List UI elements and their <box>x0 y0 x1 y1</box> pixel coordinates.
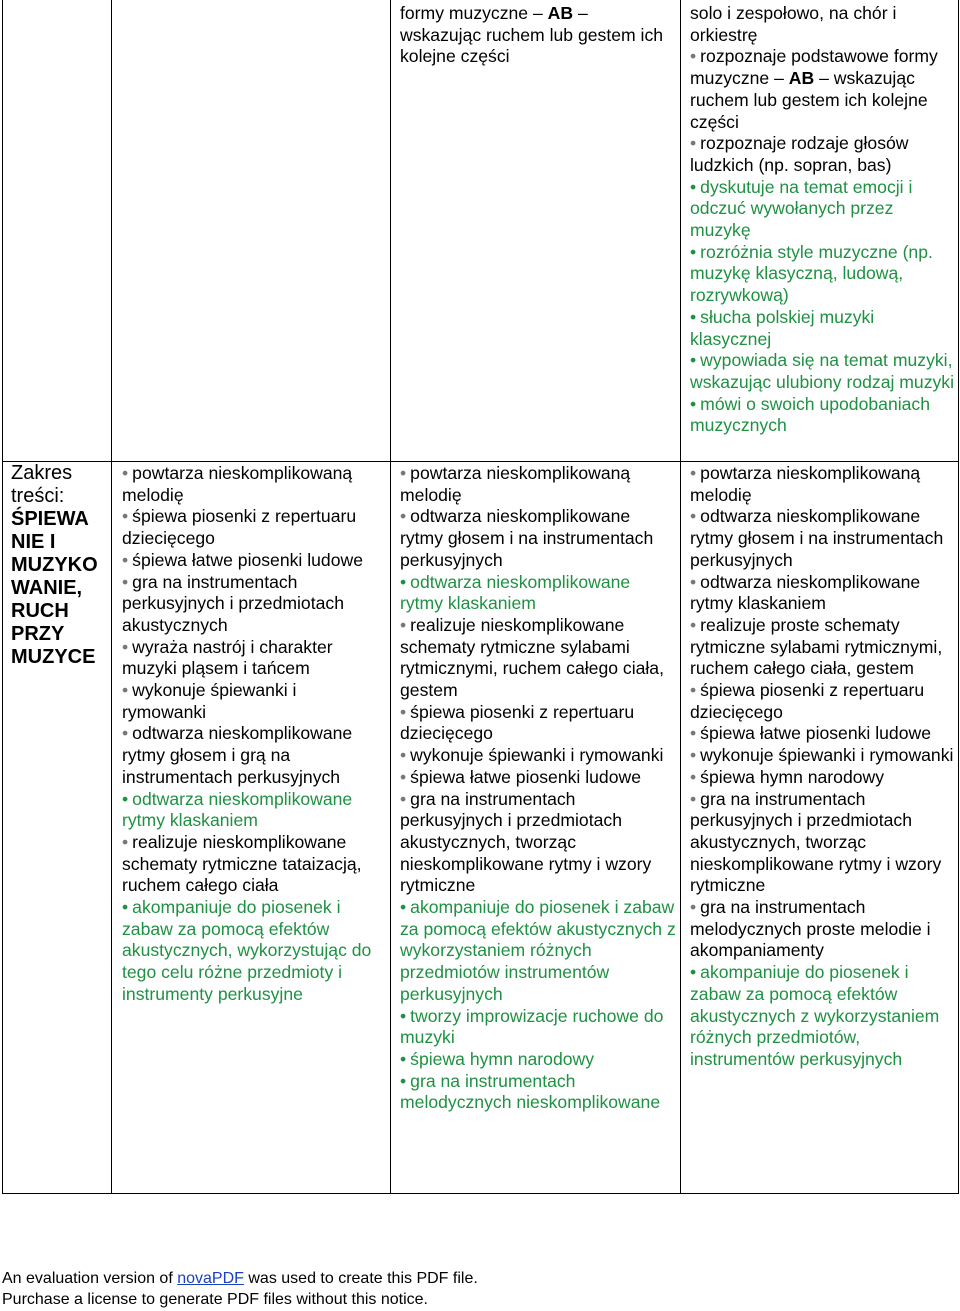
list-item <box>400 1071 676 1114</box>
bullet-icon: • <box>400 745 407 766</box>
item-text: dyskutuje na temat emocji i odczuć wywołanych przez muzykę <box>690 176 913 241</box>
top-cell-col4 <box>690 3 956 437</box>
item-text: śpiewa piosenki z repertuaru dziecięcego <box>122 506 357 549</box>
list-item <box>400 506 676 571</box>
bullet-icon: • <box>690 176 697 197</box>
list-item <box>690 962 956 1071</box>
list-item <box>400 3 676 25</box>
bullet-icon: • <box>122 680 129 701</box>
table-border <box>2 461 959 462</box>
bullet-icon: • <box>690 723 697 744</box>
evaluation-notice <box>2 1268 478 1310</box>
list-item <box>690 350 956 393</box>
item-text: realizuje proste schematy rytmiczne sylabami rytmicznymi, ruchem całego ciała, gestem <box>690 614 943 679</box>
item-text: odtwarza nieskomplikowane rytmy głosem i grą na instrumentach perkusyjnych <box>122 723 353 787</box>
notice-prefix: An evaluation version of <box>2 1270 178 1287</box>
list-item <box>122 550 384 572</box>
table-border <box>111 0 112 1194</box>
bullet-icon: • <box>122 636 129 657</box>
skills-cell-col2 <box>122 463 384 1006</box>
bullet-icon: • <box>690 680 697 701</box>
bullet-icon: • <box>690 506 697 527</box>
list-item <box>690 394 956 437</box>
bullet-icon: • <box>122 723 129 744</box>
item-text: odtwarza nieskomplikowane rytmy klaskaniem <box>400 571 631 614</box>
list-item <box>400 789 676 898</box>
list-item <box>400 572 676 615</box>
table-border <box>680 0 681 1194</box>
bullet-icon: • <box>122 463 129 483</box>
list-item <box>400 702 676 745</box>
item-text: AB <box>788 68 815 89</box>
item-text: powtarza nieskomplikowaną melodię <box>400 463 631 505</box>
bullet-icon: • <box>690 745 697 766</box>
list-item <box>122 506 384 549</box>
list-item <box>690 463 956 506</box>
item-text: gra na instrumentach perkusyjnych i przedmiotach akustycznych <box>122 571 344 635</box>
list-item <box>400 1006 676 1049</box>
list-item <box>690 789 956 898</box>
list-item <box>122 637 384 680</box>
item-text: śpiewa łatwe piosenki ludowe <box>700 723 931 744</box>
item-text: akompaniuje do piosenek i zabaw za pomocą efektów akustycznych z wykorzystaniem różnych przedmiotów instrumentów perkusyjnych <box>400 897 676 1004</box>
list-item <box>690 897 956 962</box>
bullet-icon: • <box>690 241 697 262</box>
list-item <box>400 25 676 68</box>
item-text: śpiewa hymn narodowy <box>410 1048 595 1069</box>
bullet-icon: • <box>400 897 407 918</box>
list-item <box>690 680 956 723</box>
notice-suffix: was used to create this PDF file. <box>243 1270 478 1287</box>
list-item <box>690 177 956 242</box>
item-text: śpiewa piosenki z repertuaru dziecięcego <box>690 680 925 722</box>
list-item <box>690 46 956 133</box>
bullet-icon: • <box>400 1048 407 1069</box>
item-text: solo i zespołowo, na chór i orkiestrę <box>690 3 897 45</box>
list-item <box>400 615 676 702</box>
item-text: tworzy improwizacje ruchowe do muzyki <box>400 1005 664 1048</box>
list-item <box>690 723 956 745</box>
item-text: rozpoznaje rodzaje głosów ludzkich (np. sopran, bas) <box>690 133 909 175</box>
list-item <box>122 572 384 637</box>
bullet-icon: • <box>690 46 697 67</box>
bullet-icon: • <box>400 766 407 787</box>
notice-line-1 <box>2 1268 478 1289</box>
topic-cell <box>11 462 109 669</box>
item-text: odtwarza nieskomplikowane rytmy klaskaniem <box>122 788 353 831</box>
bullet-icon: • <box>122 788 129 809</box>
item-text: rozpoznaje podstawowe formy muzyczne – <box>690 46 938 89</box>
list-item <box>400 463 676 506</box>
bullet-icon: • <box>690 571 697 592</box>
list-item <box>122 723 384 788</box>
bullet-icon: • <box>122 831 129 852</box>
list-item <box>122 463 384 506</box>
bullet-icon: • <box>690 350 697 371</box>
list-item <box>690 745 956 767</box>
bullet-icon: • <box>400 1070 407 1091</box>
novapdf-link[interactable]: novaPDF <box>177 1270 244 1287</box>
item-text: powtarza nieskomplikowaną melodię <box>122 463 353 505</box>
list-item <box>400 1049 676 1071</box>
item-text: wyraża nastrój i charakter muzyki pląsem i tańcem <box>122 636 333 679</box>
topic-title: ŚPIEWA NIE I MUZYKO WANIE, RUCH PRZY MUZYCE <box>11 508 98 668</box>
list-item <box>400 897 676 1006</box>
top-cell-col3 <box>400 3 676 68</box>
bullet-icon: • <box>690 463 697 483</box>
bullet-icon: • <box>400 788 407 809</box>
skills-cell-col4 <box>690 463 956 1071</box>
list-item <box>122 680 384 723</box>
bullet-icon: • <box>400 1005 407 1026</box>
item-text: gra na instrumentach perkusyjnych i przedmiotach akustycznych, tworząc nieskomplikowane rytmy i wzory rytmiczne <box>690 788 942 896</box>
item-text: wykonuje śpiewanki i rymowanki <box>122 680 297 722</box>
item-text: powtarza nieskomplikowaną melodię <box>690 463 921 505</box>
list-item <box>690 307 956 350</box>
table-border <box>2 1193 959 1194</box>
item-text: gra na instrumentach perkusyjnych i przedmiotach akustycznych, tworząc nieskomplikowane rytmy i wzory rytmiczne <box>400 788 652 896</box>
item-text: śpiewa łatwe piosenki ludowe <box>410 766 641 787</box>
bullet-icon: • <box>122 506 129 527</box>
bullet-icon: • <box>690 766 697 787</box>
item-text: rozróżnia style muzyczne (np. muzykę klasyczną, ludową, rozrywkową) <box>690 241 933 306</box>
notice-line-2: Purchase a license to generate PDF files without this notice. <box>2 1291 428 1308</box>
item-text: śpiewa hymn narodowy <box>700 766 885 787</box>
item-text: wykonuje śpiewanki i rymowanki <box>700 745 954 766</box>
list-item <box>400 767 676 789</box>
item-text: AB <box>547 3 574 23</box>
topic-prefix: Zakres treści: <box>11 462 73 507</box>
item-text: wypowiada się na temat muzyki, wskazując ulubiony rodzaj muzyki <box>690 350 955 392</box>
item-text: – wskazując ruchem lub gestem ich kolejne części <box>690 68 928 132</box>
item-text: wskazując ruchem lub gestem ich kolejne części <box>400 24 664 67</box>
item-text: realizuje nieskomplikowane schematy rytmiczne tataizacją, ruchem całego ciała <box>122 831 362 896</box>
item-text: słucha polskiej muzyki klasycznej <box>690 306 875 349</box>
bullet-icon: • <box>690 962 697 983</box>
list-item <box>400 745 676 767</box>
bullet-icon: • <box>690 393 697 414</box>
bullet-icon: • <box>690 306 697 327</box>
bullet-icon: • <box>122 571 129 592</box>
bullet-icon: • <box>122 549 129 570</box>
list-item <box>690 615 956 680</box>
item-text: mówi o swoich upodobaniach muzycznych <box>690 393 931 436</box>
skills-cell-col3 <box>400 463 676 1114</box>
bullet-icon: • <box>122 897 129 918</box>
item-text: formy muzyczne – <box>400 3 548 23</box>
item-text: odtwarza nieskomplikowane rytmy klaskaniem <box>690 571 921 614</box>
list-item <box>690 572 956 615</box>
bullet-icon: • <box>400 701 407 722</box>
bullet-icon: • <box>400 463 407 483</box>
list-item <box>690 506 956 571</box>
item-text: akompaniuje do piosenek i zabaw za pomocą efektów akustycznych z wykorzystaniem różnych przedmiotów, instrumentów perkusyjnych <box>690 962 940 1069</box>
list-item <box>690 133 956 176</box>
bullet-icon: • <box>400 571 407 592</box>
bullet-icon: • <box>400 506 407 527</box>
list-item <box>122 832 384 897</box>
bullet-icon: • <box>400 614 407 635</box>
table-border <box>2 0 3 1194</box>
list-item <box>122 897 384 1006</box>
list-item <box>690 3 956 46</box>
item-text: odtwarza nieskomplikowane rytmy głosem i na instrumentach perkusyjnych <box>690 506 944 570</box>
item-text: gra na instrumentach melodycznych proste melodie i akompaniamenty <box>690 897 931 961</box>
item-text: śpiewa łatwe piosenki ludowe <box>132 549 363 570</box>
item-text: śpiewa piosenki z repertuaru dziecięcego <box>400 701 635 744</box>
bullet-icon: • <box>690 133 697 154</box>
item-text: gra na instrumentach melodycznych nieskomplikowane <box>400 1070 661 1113</box>
list-item <box>690 767 956 789</box>
bullet-icon: • <box>690 788 697 809</box>
table-border <box>958 0 959 1194</box>
item-text: realizuje nieskomplikowane schematy rytmiczne sylabami rytmicznymi, ruchem całego ciała, gestem <box>400 614 664 701</box>
item-text: – <box>573 3 588 23</box>
list-item <box>690 242 956 307</box>
table-border <box>390 0 391 1194</box>
list-item <box>122 789 384 832</box>
bullet-icon: • <box>690 897 697 918</box>
bullet-icon: • <box>690 614 697 635</box>
item-text: odtwarza nieskomplikowane rytmy głosem i na instrumentach perkusyjnych <box>400 506 654 570</box>
item-text: wykonuje śpiewanki i rymowanki <box>410 745 664 766</box>
item-text: akompaniuje do piosenek i zabaw za pomocą efektów akustycznych, wykorzystując do tego celu różne przedmioty i instrumenty perkusyjne <box>122 897 372 1004</box>
